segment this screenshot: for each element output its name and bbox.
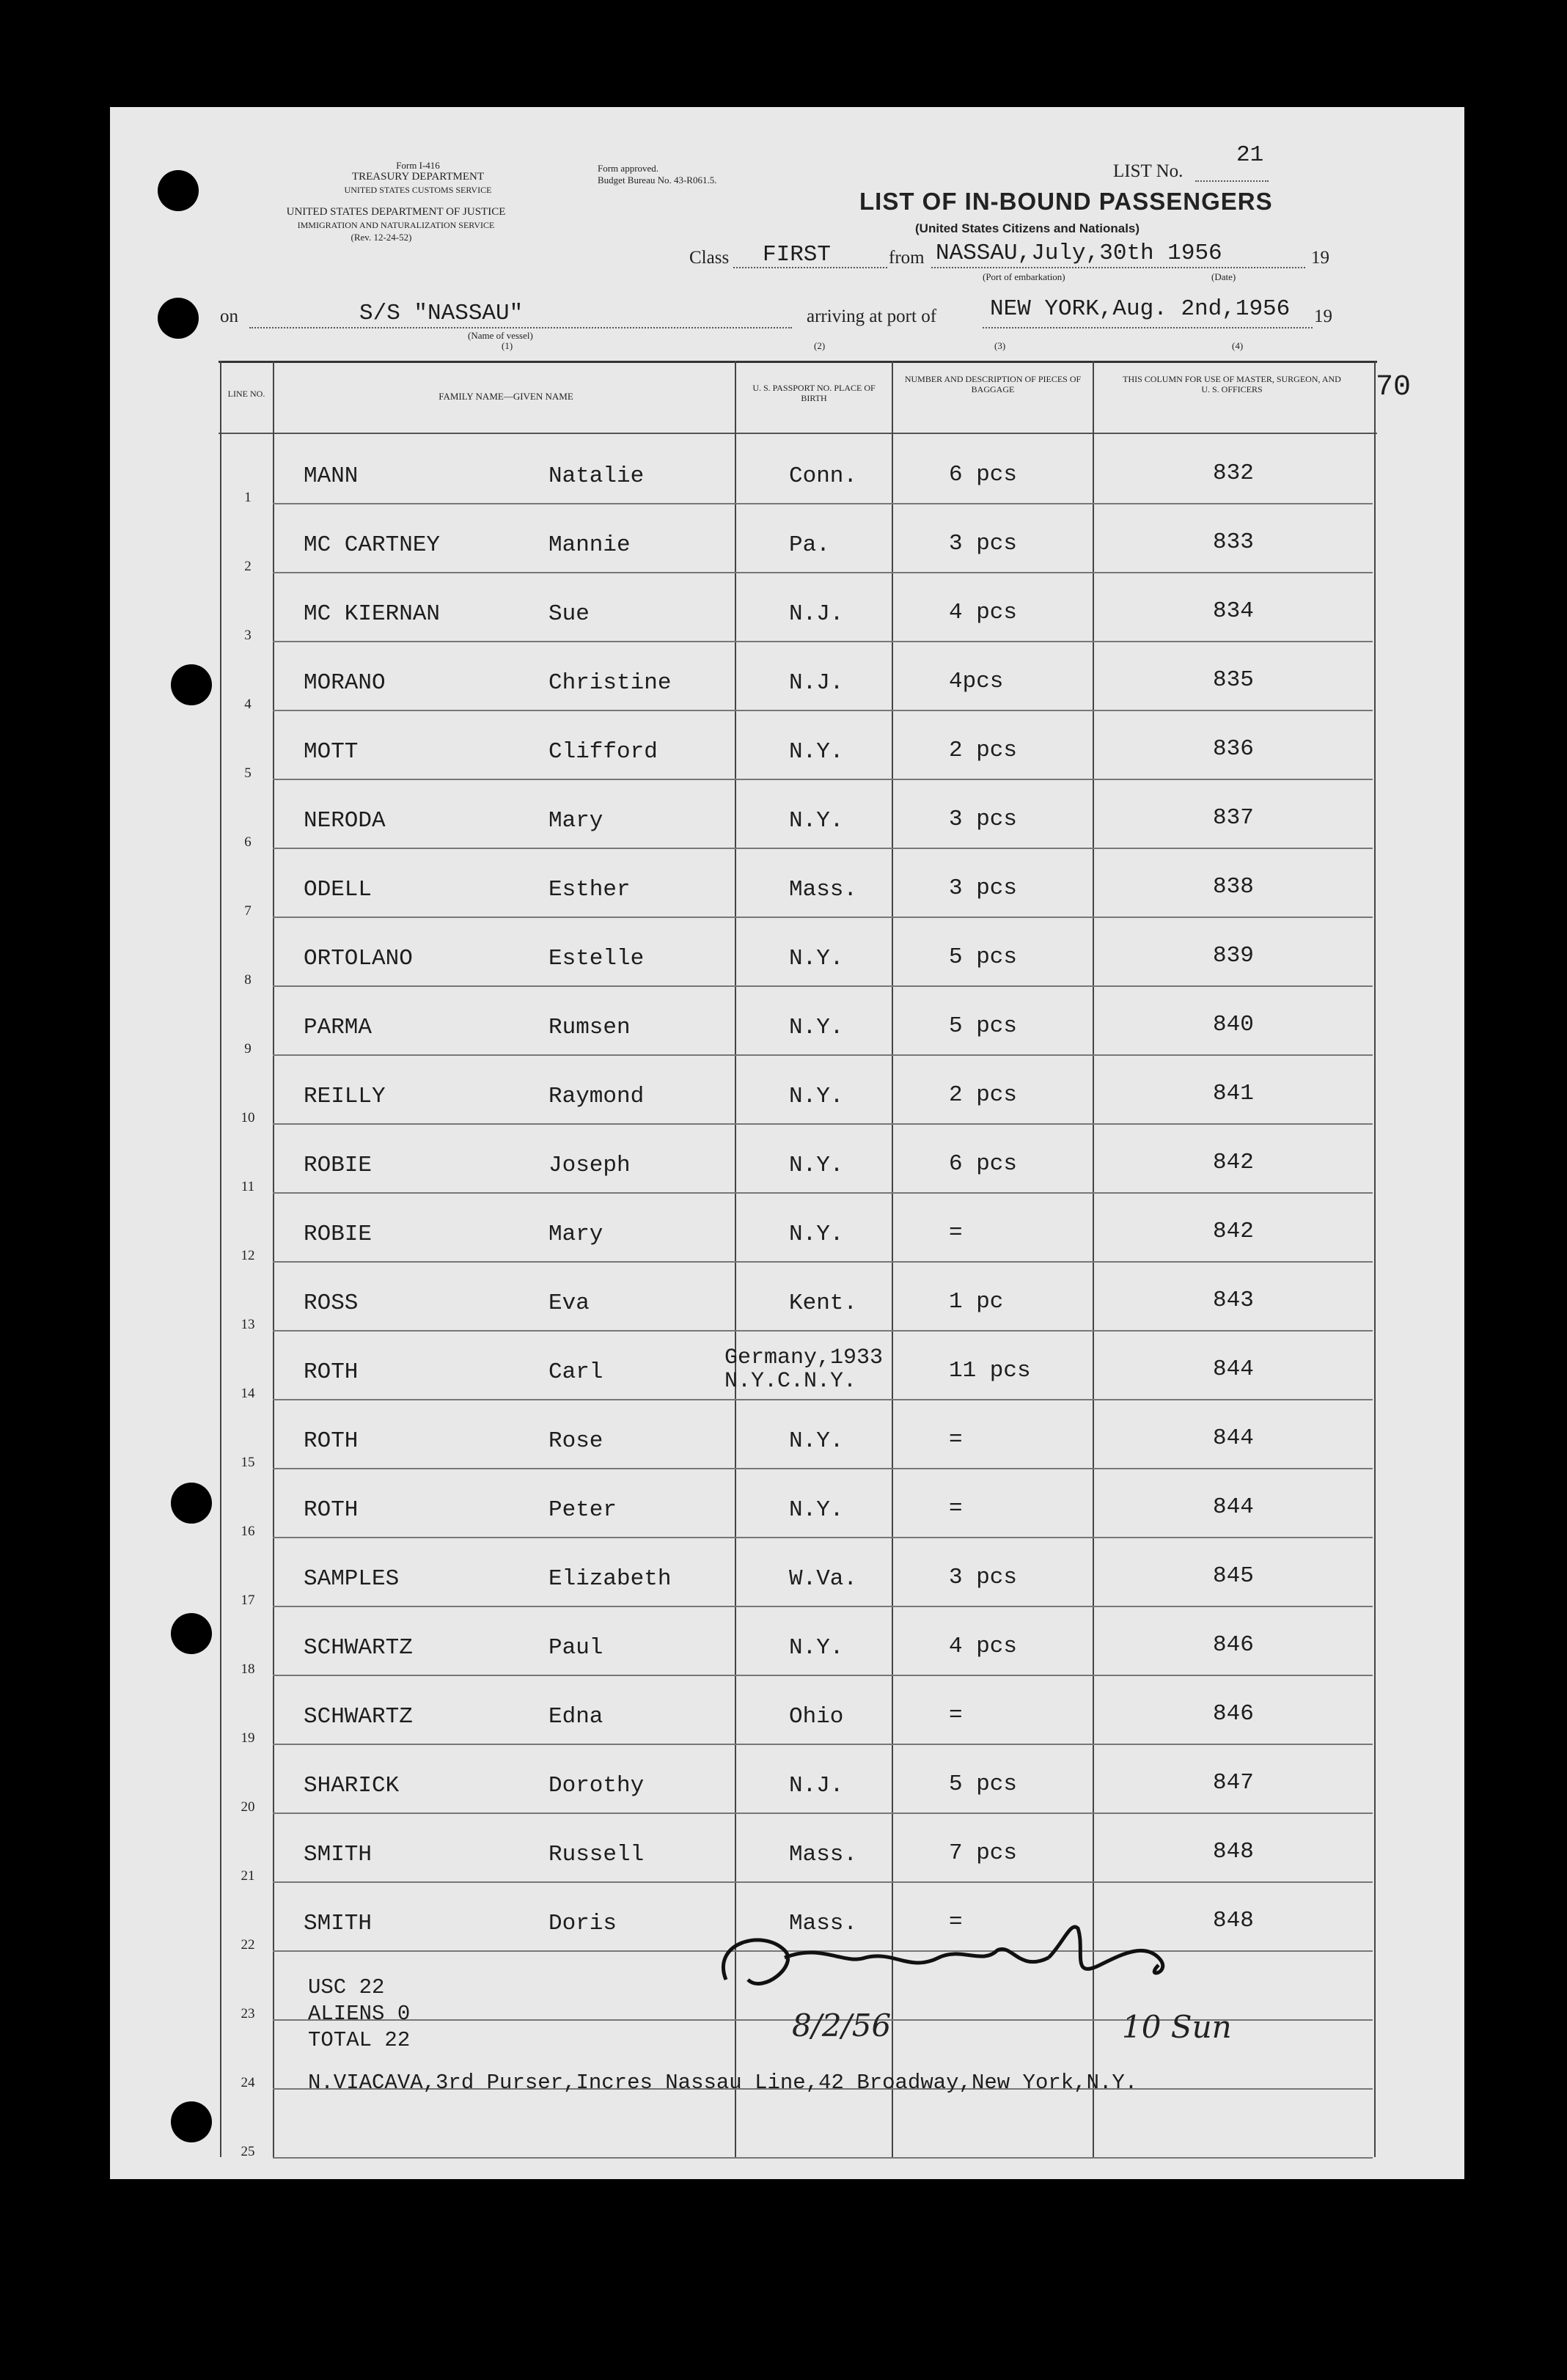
given-name: Rumsen xyxy=(548,1015,631,1040)
baggage-count: 5 pcs xyxy=(949,944,1018,970)
line-number: 1 xyxy=(244,490,252,505)
family-name: MANN xyxy=(304,463,359,489)
line-number: 8 xyxy=(244,972,252,988)
line-number: 23 xyxy=(241,2006,255,2021)
total-usc: USC 22 xyxy=(308,1975,385,1999)
row-divider xyxy=(273,1606,1373,1607)
family-name: ROBIE xyxy=(304,1222,373,1247)
on-label: on xyxy=(220,306,238,326)
class-label: Class xyxy=(689,248,730,268)
place-of-birth: N.Y. xyxy=(789,1428,844,1454)
family-name: ORTOLANO xyxy=(304,946,413,972)
place-of-birth: N.Y. xyxy=(789,1153,844,1178)
official-number: 843 xyxy=(1213,1288,1254,1313)
col-2-ref: (2) xyxy=(814,340,826,351)
given-name: Edna xyxy=(548,1704,603,1730)
given-name: Christine xyxy=(548,670,672,696)
official-number: 844 xyxy=(1213,1425,1254,1451)
official-number: 838 xyxy=(1213,874,1254,900)
customs-service: UNITED STATES CUSTOMS SERVICE xyxy=(344,185,492,195)
place-of-birth: Mass. xyxy=(789,877,858,903)
official-number: 848 xyxy=(1213,1908,1254,1933)
port-embark-caption: (Port of embarkation) xyxy=(983,271,1065,282)
family-name: ROTH xyxy=(304,1428,359,1454)
place-of-birth: Germany,1933 N.Y.C.N.Y. xyxy=(724,1345,884,1394)
family-name: MC CARTNEY xyxy=(304,532,441,558)
line-number: 22 xyxy=(241,1937,255,1953)
passport-col-divider xyxy=(892,361,893,2157)
given-name: Russell xyxy=(548,1842,645,1867)
embarkation-value: NASSAU,July,30th 1956 xyxy=(936,240,1222,266)
given-name: Joseph xyxy=(548,1153,631,1178)
row-divider xyxy=(273,1261,1373,1263)
revision: (Rev. 12-24-52) xyxy=(351,232,412,243)
manifest-page xyxy=(110,107,1464,2179)
line-number: 18 xyxy=(241,1661,255,1677)
line-number: 21 xyxy=(241,1868,255,1884)
baggage-count: 2 pcs xyxy=(949,738,1018,763)
baggage-count: 3 pcs xyxy=(949,531,1018,557)
punch-hole xyxy=(158,298,199,339)
handwritten-note: 10 Sun xyxy=(1122,2009,1232,2045)
handwritten-date: 8/2/56 xyxy=(792,2008,892,2043)
place-of-birth: N.Y. xyxy=(789,1222,844,1247)
official-number: 840 xyxy=(1213,1012,1254,1037)
budget-bureau: Budget Bureau No. 43-R061.5. xyxy=(598,175,717,186)
punch-hole xyxy=(158,170,199,211)
immigration-service: IMMIGRATION AND NATURALIZATION SERVICE xyxy=(297,220,495,230)
punch-hole xyxy=(171,2101,212,2142)
col-header-line: LINE NO. xyxy=(227,389,265,399)
arriving-label: arriving at port of xyxy=(807,306,937,326)
col-1-ref: (1) xyxy=(502,340,513,351)
place-of-birth: N.J. xyxy=(789,1773,844,1799)
line-number: 25 xyxy=(241,2144,255,2159)
place-of-birth: N.Y. xyxy=(789,1015,844,1040)
row-divider xyxy=(273,1399,1373,1400)
given-name: Mary xyxy=(548,1222,603,1247)
place-of-birth: N.Y. xyxy=(789,1635,844,1661)
baggage-count: 6 pcs xyxy=(949,462,1018,488)
official-number: 837 xyxy=(1213,805,1254,831)
col-header-baggage: NUMBER AND DESCRIPTION OF PIECES OF BAGGAGE xyxy=(904,374,1082,394)
list-no-fill xyxy=(1195,180,1269,182)
given-name: Carl xyxy=(548,1359,603,1385)
table-right-border xyxy=(1374,361,1376,2157)
purser-line: N.VIACAVA,3rd Purser,Incres Nassau Line,42 Broadway,New York,N.Y. xyxy=(308,2071,1138,2095)
baggage-count: 4 pcs xyxy=(949,1634,1018,1659)
baggage-count: 11 pcs xyxy=(949,1358,1031,1384)
line-number: 13 xyxy=(241,1317,255,1332)
given-name: Raymond xyxy=(548,1084,645,1109)
given-name: Clifford xyxy=(548,739,658,765)
table-left-border xyxy=(220,361,221,2157)
given-name: Mary xyxy=(548,808,603,834)
baggage-count: 2 pcs xyxy=(949,1082,1018,1108)
line-number: 15 xyxy=(241,1455,255,1470)
col-4-ref: (4) xyxy=(1232,340,1244,351)
official-number: 835 xyxy=(1213,667,1254,693)
official-number: 845 xyxy=(1213,1563,1254,1589)
line-number: 10 xyxy=(241,1110,255,1125)
col-header-official: THIS COLUMN FOR USE OF MASTER, SURGEON, AND U. S. OFFICERS xyxy=(1123,374,1341,394)
row-divider xyxy=(273,1192,1373,1194)
punch-hole xyxy=(171,664,212,705)
line-number: 3 xyxy=(244,628,252,643)
given-name: Dorothy xyxy=(548,1773,645,1799)
arriving-fill xyxy=(983,327,1313,328)
col-header-name: FAMILY NAME—GIVEN NAME xyxy=(438,391,573,402)
given-name: Paul xyxy=(548,1635,603,1661)
row-divider xyxy=(273,503,1373,504)
place-of-birth: N.J. xyxy=(789,670,844,696)
table-top-border xyxy=(219,361,1377,363)
header-bottom-border xyxy=(219,433,1377,434)
row-divider xyxy=(273,1537,1373,1538)
official-number: 832 xyxy=(1213,460,1254,486)
official-number: 846 xyxy=(1213,1632,1254,1658)
punch-hole xyxy=(171,1613,212,1654)
row-divider xyxy=(273,2157,1373,2159)
family-name: ROTH xyxy=(304,1497,359,1523)
year-suffix: 19 xyxy=(1311,248,1329,268)
list-no-label: LIST No. xyxy=(1113,161,1183,181)
place-of-birth: N.J. xyxy=(789,601,844,627)
row-divider xyxy=(273,779,1373,780)
given-name: Peter xyxy=(548,1497,617,1523)
vessel-caption: (Name of vessel) xyxy=(468,330,533,341)
given-name: Esther xyxy=(548,877,631,903)
place-of-birth: Conn. xyxy=(789,463,858,489)
name-col-divider xyxy=(735,361,736,2157)
given-name: Eva xyxy=(548,1290,590,1316)
punch-hole xyxy=(171,1483,212,1524)
vessel-fill xyxy=(249,327,792,328)
place-of-birth: N.Y. xyxy=(789,946,844,972)
class-value: FIRST xyxy=(763,242,832,268)
family-name: SAMPLES xyxy=(304,1566,400,1592)
place-of-birth: N.Y. xyxy=(789,1497,844,1523)
list-no-value: 21 xyxy=(1236,142,1264,168)
line-number: 6 xyxy=(244,834,252,850)
baggage-count: = xyxy=(949,1220,963,1246)
row-divider xyxy=(273,1123,1373,1125)
from-label: from xyxy=(889,248,925,268)
line-col-divider xyxy=(273,361,274,2157)
line-number: 19 xyxy=(241,1730,255,1746)
line-number: 16 xyxy=(241,1524,255,1539)
baggage-count: = xyxy=(949,1427,963,1452)
official-number: 847 xyxy=(1213,1770,1254,1796)
family-name: ODELL xyxy=(304,877,373,903)
official-number: 841 xyxy=(1213,1081,1254,1106)
line-number: 5 xyxy=(244,765,252,781)
line-number: 12 xyxy=(241,1248,255,1263)
line-number: 4 xyxy=(244,697,252,712)
vessel-value: S/S "NASSAU" xyxy=(359,301,524,326)
date-caption: (Date) xyxy=(1211,271,1236,282)
col-3-ref: (3) xyxy=(994,340,1006,351)
place-of-birth: N.Y. xyxy=(789,1084,844,1109)
row-divider xyxy=(273,1744,1373,1745)
line-number: 24 xyxy=(241,2075,255,2090)
baggage-count: 5 pcs xyxy=(949,1013,1018,1039)
official-number: 839 xyxy=(1213,943,1254,969)
given-name: Doris xyxy=(548,1911,617,1936)
margin-number: 70 xyxy=(1376,371,1412,404)
row-divider xyxy=(273,985,1373,987)
official-number: 842 xyxy=(1213,1150,1254,1175)
total-aliens: ALIENS 0 xyxy=(308,2002,411,2026)
baggage-count: 3 pcs xyxy=(949,1565,1018,1590)
baggage-count: 1 pc xyxy=(949,1289,1004,1315)
line-number: 9 xyxy=(244,1041,252,1057)
family-name: ROTH xyxy=(304,1359,359,1385)
given-name: Elizabeth xyxy=(548,1566,672,1592)
family-name: MORANO xyxy=(304,670,386,696)
row-divider xyxy=(273,1675,1373,1676)
row-divider xyxy=(273,848,1373,849)
row-divider xyxy=(273,1881,1373,1883)
total-total: TOTAL 22 xyxy=(308,2028,411,2052)
official-number: 834 xyxy=(1213,598,1254,624)
line-number: 11 xyxy=(241,1179,255,1194)
row-divider xyxy=(273,1330,1373,1332)
given-name: Rose xyxy=(548,1428,603,1454)
family-name: SHARICK xyxy=(304,1773,400,1799)
form-number: Form I-416 xyxy=(396,160,440,171)
baggage-col-divider xyxy=(1093,361,1094,2157)
row-divider xyxy=(273,572,1373,573)
official-number: 846 xyxy=(1213,1701,1254,1727)
from-fill xyxy=(931,267,1305,268)
year-suffix-2: 19 xyxy=(1314,306,1332,326)
row-divider xyxy=(273,641,1373,642)
arrival-port-value: NEW YORK,Aug. 2nd,1956 xyxy=(990,296,1291,322)
line-number: 14 xyxy=(241,1386,255,1401)
official-number: 844 xyxy=(1213,1494,1254,1520)
official-number: 848 xyxy=(1213,1839,1254,1865)
col-header-passport: U. S. PASSPORT NO. PLACE OF BIRTH xyxy=(752,383,876,403)
line-number: 20 xyxy=(241,1799,255,1815)
baggage-count: = xyxy=(949,1703,963,1728)
family-name: NERODA xyxy=(304,808,386,834)
row-divider xyxy=(273,1468,1373,1469)
given-name: Natalie xyxy=(548,463,645,489)
given-name: Estelle xyxy=(548,946,645,972)
official-number: 833 xyxy=(1213,529,1254,555)
family-name: MOTT xyxy=(304,739,359,765)
baggage-count: 3 pcs xyxy=(949,807,1018,832)
place-of-birth: Ohio xyxy=(789,1704,844,1730)
baggage-count: = xyxy=(949,1496,963,1521)
given-name: Mannie xyxy=(548,532,631,558)
place-of-birth: Pa. xyxy=(789,532,830,558)
form-approved: Form approved. xyxy=(598,163,659,174)
line-number: 2 xyxy=(244,559,252,574)
treasury-dept: TREASURY DEPARTMENT xyxy=(351,171,485,183)
family-name: MC KIERNAN xyxy=(304,601,441,627)
family-name: SMITH xyxy=(304,1842,373,1867)
place-of-birth: Mass. xyxy=(789,1911,858,1936)
baggage-count: 5 pcs xyxy=(949,1771,1018,1797)
baggage-count: 4 pcs xyxy=(949,600,1018,625)
page-subtitle: (United States Citizens and Nationals) xyxy=(915,221,1140,235)
baggage-count: 3 pcs xyxy=(949,875,1018,901)
given-name: Sue xyxy=(548,601,590,627)
row-divider xyxy=(273,710,1373,711)
place-of-birth: W.Va. xyxy=(789,1566,858,1592)
family-name: PARMA xyxy=(304,1015,373,1040)
official-number: 836 xyxy=(1213,736,1254,762)
baggage-count: 7 pcs xyxy=(949,1840,1018,1866)
row-divider xyxy=(273,917,1373,918)
official-number: 842 xyxy=(1213,1219,1254,1244)
place-of-birth: N.Y. xyxy=(789,739,844,765)
family-name: SMITH xyxy=(304,1911,373,1936)
family-name: ROSS xyxy=(304,1290,359,1316)
baggage-count: = xyxy=(949,1909,963,1935)
family-name: SCHWARTZ xyxy=(304,1635,413,1661)
official-number: 844 xyxy=(1213,1356,1254,1382)
place-of-birth: Mass. xyxy=(789,1842,858,1867)
baggage-count: 6 pcs xyxy=(949,1151,1018,1177)
place-of-birth: N.Y. xyxy=(789,808,844,834)
row-divider xyxy=(273,1054,1373,1056)
family-name: ROBIE xyxy=(304,1153,373,1178)
justice-dept: UNITED STATES DEPARTMENT OF JUSTICE xyxy=(286,206,506,218)
family-name: REILLY xyxy=(304,1084,386,1109)
family-name: SCHWARTZ xyxy=(304,1704,413,1730)
line-number: 17 xyxy=(241,1593,255,1608)
line-number: 7 xyxy=(244,903,252,919)
row-divider xyxy=(273,1812,1373,1814)
page-title: LIST OF IN-BOUND PASSENGERS xyxy=(859,188,1273,215)
place-of-birth: Kent. xyxy=(789,1290,858,1316)
baggage-count: 4pcs xyxy=(949,669,1004,694)
